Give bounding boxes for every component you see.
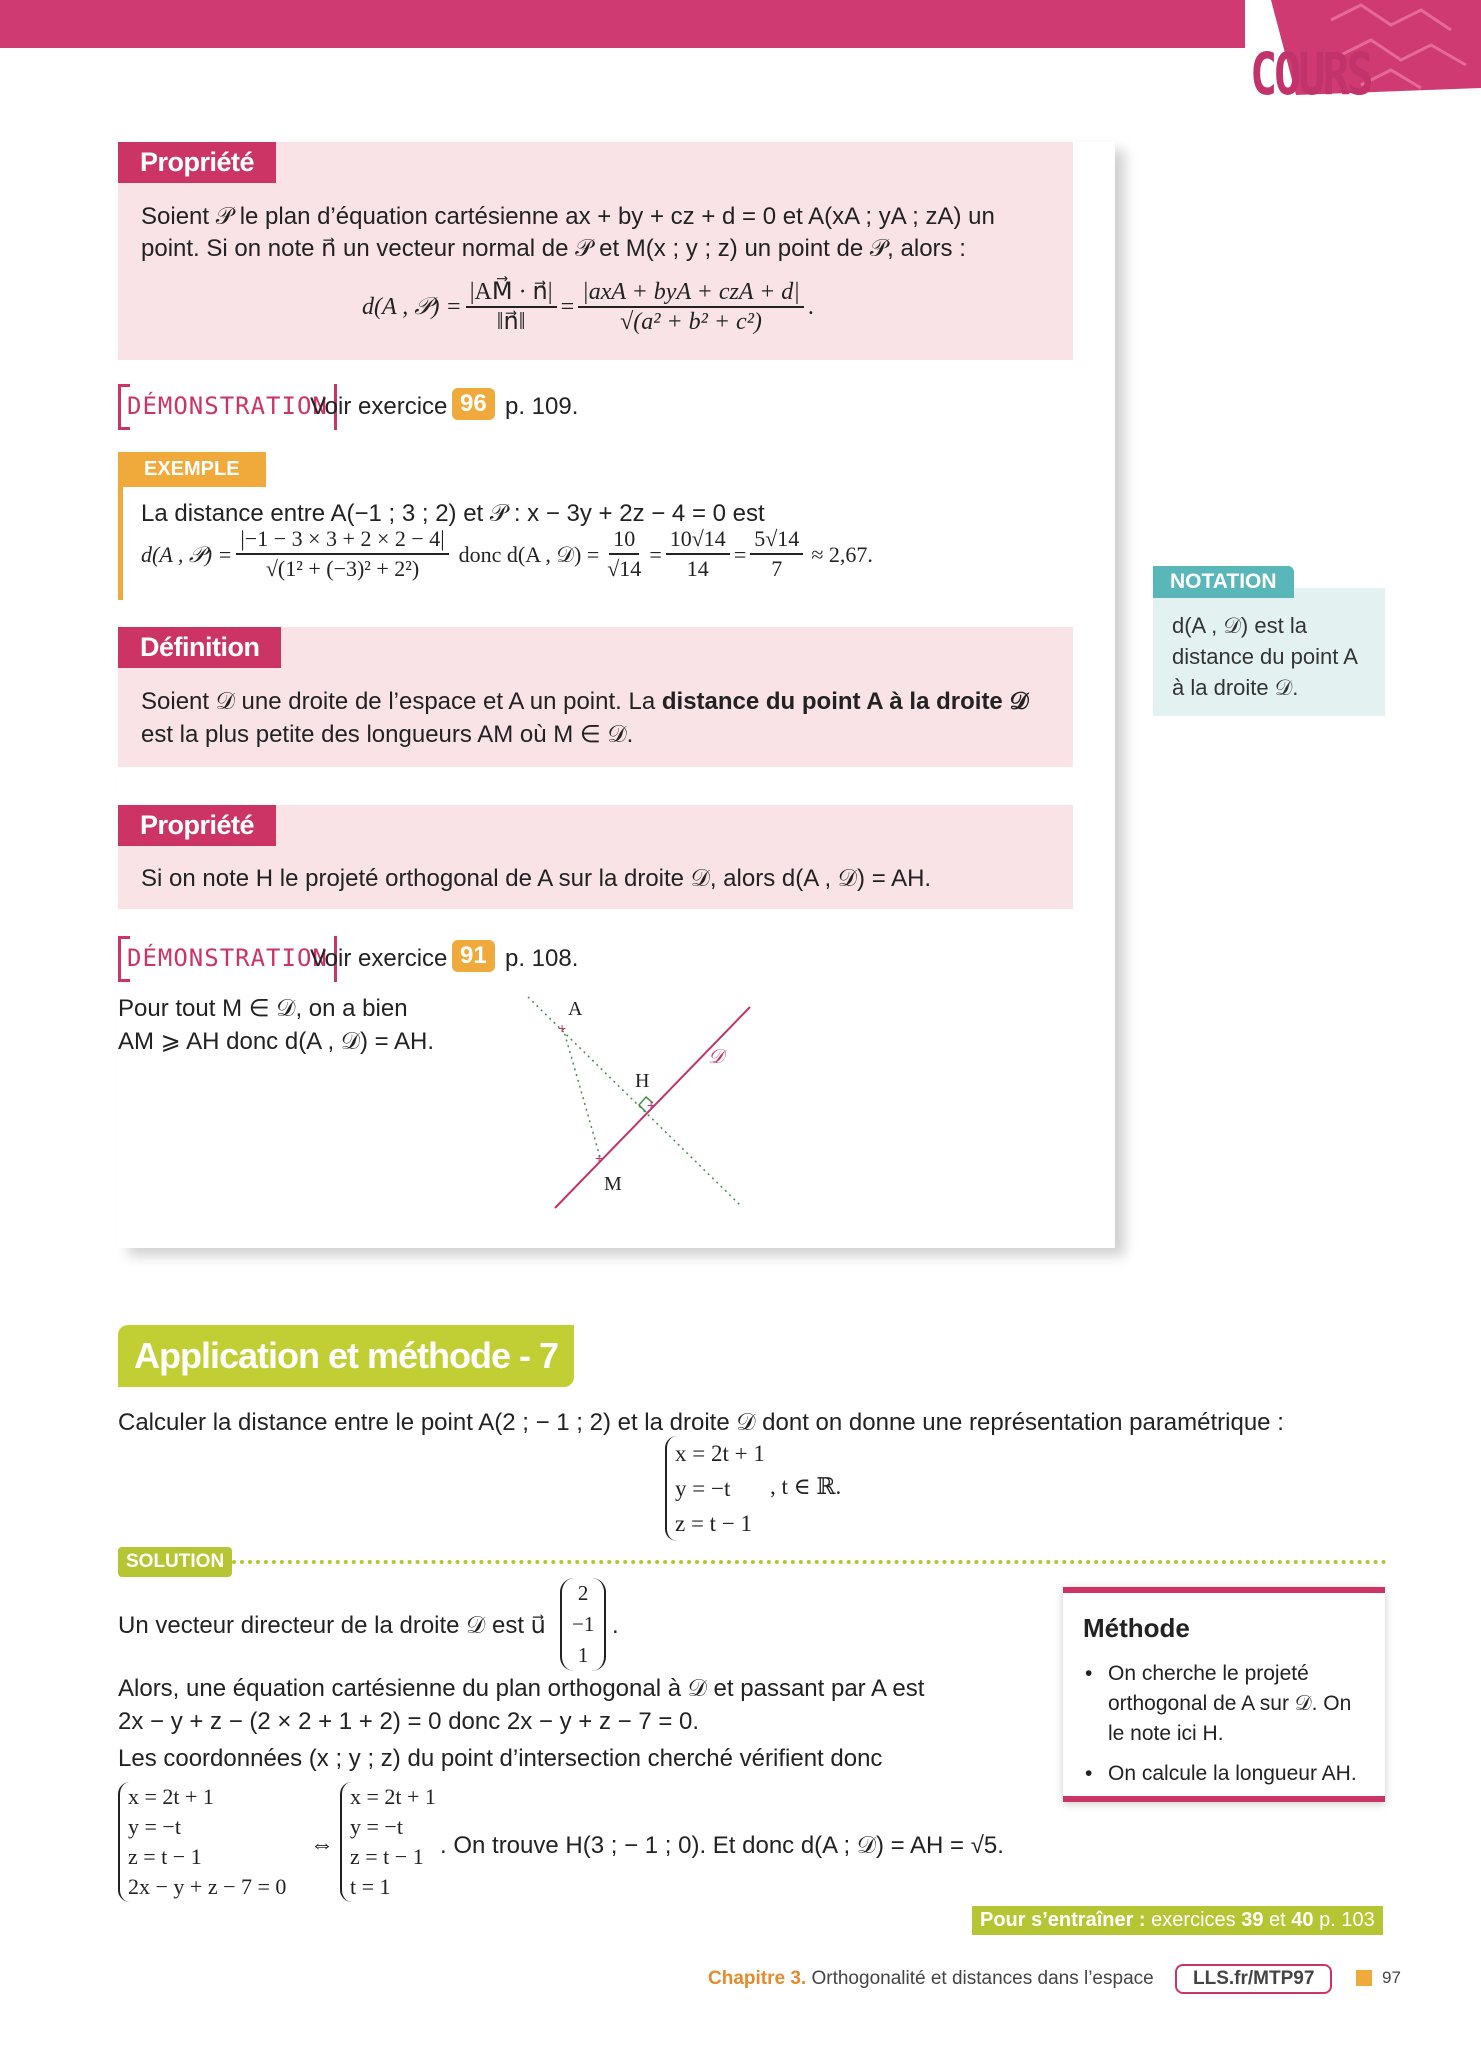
practice-label: Pour s’entraîner : [980,1909,1146,1931]
formula-end: . [807,293,814,320]
footer-link[interactable]: LLS.fr/MTP97 [1175,1964,1332,1994]
definition-line-1 [141,685,1029,718]
header-bar [0,0,1245,48]
label-D: 𝒟 [708,1046,724,1068]
solution-line-4: Les coordonnées (x ; y ; z) du point d’intersection cherché vérifient donc [118,1745,883,1772]
practice-banner[interactable] [972,1906,1383,1935]
label-A: A [568,998,583,1020]
direction-vector [560,1578,606,1671]
system-b-line-3: z = t − 1 [350,1844,424,1869]
demonstration-badge-2: DÉMONSTRATION [118,936,337,982]
practice-exercise-1: 39 [1241,1909,1264,1931]
example-fraction-3-denominator: 14 [686,556,709,581]
proof-line-1: Pour tout M ∈ 𝒟, on a bien [118,995,408,1022]
page-number: 97 [1382,1968,1401,1987]
method-list [1083,1659,1373,1799]
segment-AM-dotted [563,1028,600,1157]
example-fraction-1-denominator: √(1² + (−3)² + 2²) [265,556,420,581]
notation-label: NOTATION [1153,566,1294,598]
example-approx: ≈ 2,67. [811,541,873,567]
fraction-2-denominator: √(a² + b² + c²) [620,309,762,335]
solution-line-3: 2x − y + z − (2 × 2 + 1 + 2) = 0 donc 2x − y + z − 7 = 0. [118,1708,700,1735]
system-b [340,1782,436,1902]
practice-text: exercices [1151,1909,1236,1931]
section-title: COURS [1250,40,1371,108]
example-fraction-4-numerator: 5√14 [750,525,803,555]
system-a-line-4: 2x − y + z − 7 = 0 [128,1874,287,1899]
example-fraction-1-numerator: |−1 − 3 × 3 + 2 × 2 − 4| [236,525,448,555]
notation-text [1172,610,1358,703]
demonstration-2-text: Voir exercice [310,945,448,972]
example-lhs: d(A , 𝒫) = [141,541,233,567]
vector-component-3: 1 [577,1643,589,1667]
method-item-1: • On cherche le projeté orthogonal de A sur 𝒟. On le note ici H. [1083,1659,1373,1749]
definition-line-1-start: Soient 𝒟 une droite de l’espace et A un point. La [141,688,662,715]
method-title: Méthode [1083,1613,1190,1643]
solution-line-1: Un vecteur directeur de la droite 𝒟 est u⃗ [118,1612,546,1639]
exercise-badge-96[interactable]: 96 [452,388,495,420]
property-label-1: Propriété [118,142,276,183]
solution-dotted-separator [232,1560,1387,1564]
parametric-y: y = −t [675,1476,731,1501]
footer-chapter-number: Chapitre 3. [708,1968,807,1989]
formula-fraction-1 [466,278,557,336]
practice-and: et [1269,1909,1286,1931]
example-donc: donc d(A , 𝒟) = [458,541,600,567]
property-1-line-2: point. Si on note n⃗ un vecteur normal de 𝒫 et M(x ; y ; z) un point de 𝒫, alors : [141,235,966,262]
parametric-z: z = t − 1 [675,1511,753,1536]
vector-component-2: −1 [572,1612,595,1636]
demonstration-2-page: p. 108. [505,945,579,972]
property-label-2: Propriété [118,805,276,846]
method-box [1063,1587,1385,1802]
formula-fraction-2 [578,278,804,336]
example-eq-2: = [733,541,747,567]
notation-line-2: distance du point A [1172,644,1358,669]
parametric-system [665,1436,765,1541]
application-question: Calculer la distance entre le point A(2 ; − 1 ; 2) et la droite 𝒟 dont on donne une représentation paramétrique : [118,1409,1284,1436]
system-a-line-3: z = t − 1 [128,1844,202,1869]
formula-equals: = [560,293,575,320]
solution-line-1-end: . [612,1612,619,1639]
practice-page: p. 103 [1319,1909,1375,1931]
fraction-1-numerator: |AM⃗ · n⃗| [466,278,557,308]
example-fraction-4 [750,525,803,583]
system-a-line-2: y = −t [128,1814,181,1839]
application-title: Application et méthode - 7 [118,1325,574,1387]
property-1-formula [362,278,814,336]
example-fraction-1 [236,525,448,583]
system-a-line-1: x = 2t + 1 [128,1784,214,1809]
definition-label: Définition [118,627,281,668]
example-fraction-3 [666,525,730,583]
demonstration-1-page: p. 109. [505,393,579,420]
notation-line-1: d(A , 𝒟) est la [1172,613,1307,638]
fraction-2-numerator: |axA + byA + czA + d| [578,278,804,308]
example-fraction-2 [603,525,645,583]
example-fraction-3-numerator: 10√14 [666,525,730,555]
footer-chapter-title: Orthogonalité et distances dans l’espace [811,1968,1154,1989]
solution-conclusion: . On trouve H(3 ; − 1 ; 0). Et donc d(A ; 𝒟) = AH = √5. [440,1832,1004,1859]
notation-line-3: à la droite 𝒟. [1172,675,1299,700]
example-line-1: La distance entre A(−1 ; 3 ; 2) et 𝒫 : x − 3y + 2z − 4 = 0 est [141,500,765,527]
cross-A: + [558,1020,567,1036]
example-fraction-4-denominator: 7 [771,556,783,581]
formula-lhs: d(A , 𝒫) = [362,293,462,320]
example-eq-1: = [649,541,662,567]
practice-exercise-2: 40 [1291,1909,1314,1931]
footer-chapter [708,1968,1154,1990]
label-M: M [604,1173,622,1195]
label-H: H [635,1070,650,1092]
definition-term: distance du point A à la droite 𝒟 [661,688,1029,715]
solution-line-2: Alors, une équation cartésienne du plan orthogonal à 𝒟 et passant par A est [118,1675,925,1702]
footer-square-icon [1356,1970,1372,1986]
geometry-figure [515,990,785,1215]
demonstration-badge-1: DÉMONSTRATION [118,384,337,430]
parametric-x: x = 2t + 1 [675,1441,765,1466]
exercise-badge-91[interactable]: 91 [452,940,495,972]
example-fraction-2-numerator: 10 [609,525,639,555]
example-label: EXEMPLE [118,452,266,487]
equivalence-symbol: ⇔ [310,1832,334,1858]
system-b-line-2: y = −t [350,1814,403,1839]
demonstration-1-text: Voir exercice [310,393,448,420]
definition-line-2: est la plus petite des longueurs AM où M ∈ 𝒟. [141,721,634,748]
method-item-2: • On calcule la longueur AH. [1083,1759,1373,1789]
fraction-1-denominator: ‖n⃗‖ [496,309,526,335]
example-fraction-2-denominator: √14 [607,556,642,581]
example-formula [141,525,873,583]
system-b-line-4: t = 1 [350,1874,391,1899]
solution-label: SOLUTION [118,1547,232,1577]
example-side-bar [118,484,123,600]
proof-line-2: AM ⩾ AH donc d(A , 𝒟) = AH. [118,1028,435,1055]
system-b-line-1: x = 2t + 1 [350,1784,436,1809]
property-2-line-1: Si on note H le projeté orthogonal de A sur la droite 𝒟, alors d(A , 𝒟) = AH. [141,865,932,892]
system-a [118,1782,286,1902]
cross-M: + [595,1150,604,1166]
property-1-line-1: Soient 𝒫 le plan d’équation cartésienne ax + by + cz + d = 0 et A(xA ; yA ; zA) un [141,203,995,230]
parametric-domain: , t ∈ ℝ. [770,1474,842,1499]
cross-H: + [647,1097,656,1113]
vector-component-1: 2 [577,1581,589,1605]
